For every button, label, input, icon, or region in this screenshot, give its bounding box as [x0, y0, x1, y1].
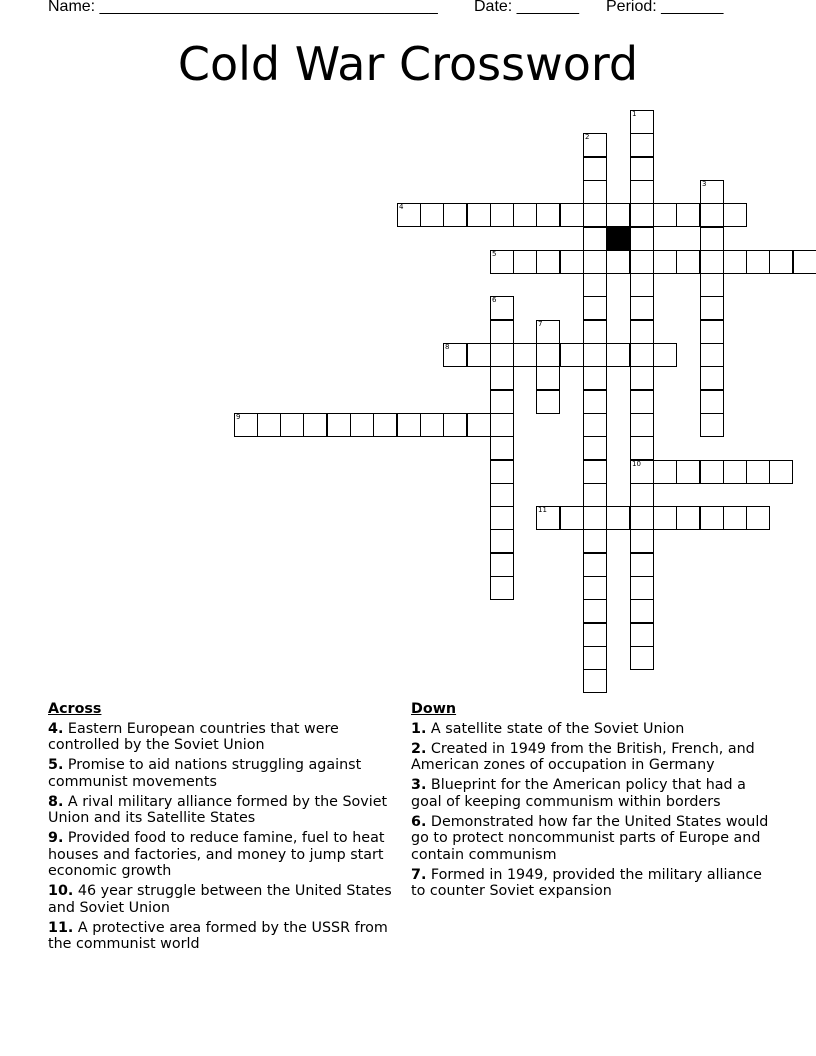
grid-cell[interactable]: [327, 413, 351, 437]
grid-cell[interactable]: [630, 203, 654, 227]
grid-cell[interactable]: [350, 413, 374, 437]
grid-cell[interactable]: [490, 343, 514, 367]
grid-cell[interactable]: [280, 413, 304, 437]
clue-text: A satellite state of the Soviet Union: [426, 720, 685, 737]
clue-number: 8.: [48, 793, 64, 810]
period-blank: _______: [661, 0, 724, 15]
grid-cell[interactable]: [490, 436, 514, 460]
grid-cell[interactable]: [583, 227, 607, 251]
cell-number: 5: [492, 250, 497, 258]
cell-number: 7: [538, 320, 543, 328]
clue-number: 6.: [411, 813, 427, 830]
grid-cell[interactable]: [630, 599, 654, 623]
grid-cell[interactable]: [630, 296, 654, 320]
down-clue: [411, 867, 771, 900]
grid-cell[interactable]: [630, 576, 654, 600]
grid-cell[interactable]: [490, 296, 514, 320]
grid-cell[interactable]: [583, 366, 607, 390]
grid-cell[interactable]: [606, 506, 630, 530]
grid-cell[interactable]: [630, 110, 654, 134]
grid-cell[interactable]: [583, 599, 607, 623]
down-clues: [411, 701, 771, 903]
down-clue: [411, 814, 771, 864]
grid-cell[interactable]: [490, 460, 514, 484]
grid-cell[interactable]: [630, 436, 654, 460]
grid-cell[interactable]: [630, 250, 654, 274]
clue-text: Promise to aid nations struggling against communist movements: [48, 757, 362, 790]
grid-cell[interactable]: [583, 623, 607, 647]
clue-text: A rival military alliance formed by the Soviet Union and its Satellite States: [48, 793, 388, 826]
date-blank: _______: [516, 0, 579, 15]
grid-cell[interactable]: [653, 250, 677, 274]
clue-number: 3.: [411, 777, 427, 793]
clue-number: 2.: [411, 740, 427, 757]
grid-cell[interactable]: [630, 506, 654, 530]
clue-number: 7.: [411, 866, 427, 883]
grid-cell[interactable]: [397, 413, 421, 437]
across-clues: [48, 701, 408, 956]
grid-cell[interactable]: [490, 390, 514, 414]
grid-cell[interactable]: [630, 157, 654, 181]
grid-cell[interactable]: [583, 203, 607, 227]
grid-cell[interactable]: [583, 413, 607, 437]
grid-cell[interactable]: [536, 506, 560, 530]
name-label: Name:: [48, 0, 96, 15]
cell-number: 11: [538, 506, 547, 514]
grid-cell[interactable]: [583, 133, 607, 157]
grid-cell[interactable]: [536, 366, 560, 390]
across-clue: [48, 794, 408, 827]
grid-cell[interactable]: [583, 157, 607, 181]
grid-cell[interactable]: [583, 250, 607, 274]
page-title: Cold War Crossword: [177, 37, 639, 91]
grid-cell[interactable]: [443, 203, 467, 227]
grid-cell[interactable]: [536, 203, 560, 227]
grid-cell[interactable]: [630, 390, 654, 414]
grid-cell[interactable]: [536, 390, 560, 414]
clue-number: 9.: [48, 830, 64, 846]
cell-number: 6: [492, 296, 497, 304]
grid-cell[interactable]: [723, 203, 747, 227]
clue-number: 4.: [48, 720, 64, 737]
grid-cell[interactable]: [536, 250, 560, 274]
cell-number: 1: [632, 110, 637, 118]
grid-cell[interactable]: [653, 506, 677, 530]
down-clue: [411, 741, 771, 774]
grid-cell[interactable]: [700, 180, 724, 204]
grid-cell[interactable]: [397, 203, 421, 227]
grid-cell[interactable]: [490, 553, 514, 577]
grid-cell[interactable]: [583, 343, 607, 367]
cell-number: 2: [585, 133, 590, 141]
grid-cell[interactable]: [746, 250, 770, 274]
grid-cell[interactable]: [630, 320, 654, 344]
clue-text: Eastern European countries that were controlled by the Soviet Union: [48, 720, 339, 753]
grid-cell[interactable]: [653, 460, 677, 484]
grid-cell[interactable]: [467, 203, 491, 227]
grid-cell[interactable]: [490, 203, 514, 227]
grid-cell[interactable]: [700, 506, 724, 530]
grid-cell[interactable]: [769, 250, 793, 274]
down-clue: [411, 721, 771, 738]
grid-cell[interactable]: [490, 576, 514, 600]
grid-cell[interactable]: [700, 273, 724, 297]
grid-cell[interactable]: [653, 343, 677, 367]
grid-cell[interactable]: [583, 646, 607, 670]
grid-cell[interactable]: [793, 250, 816, 274]
grid-cell[interactable]: [630, 553, 654, 577]
grid-cell[interactable]: [630, 133, 654, 157]
grid-cell[interactable]: [723, 460, 747, 484]
cell-number: 9: [236, 413, 241, 421]
grid-cell[interactable]: [700, 320, 724, 344]
grid-cell[interactable]: [513, 343, 537, 367]
grid-cell[interactable]: [606, 250, 630, 274]
grid-cell[interactable]: [653, 203, 677, 227]
grid-cell[interactable]: [746, 460, 770, 484]
grid-cell[interactable]: [583, 506, 607, 530]
cell-number: 3: [702, 180, 707, 188]
grid-cell[interactable]: [630, 623, 654, 647]
grid-cell[interactable]: [700, 413, 724, 437]
grid-cell[interactable]: [560, 506, 584, 530]
cell-number: 4: [399, 203, 404, 211]
grid-cell[interactable]: [490, 250, 514, 274]
grid-cell[interactable]: [700, 227, 724, 251]
grid-cell[interactable]: [700, 250, 724, 274]
grid-cell[interactable]: [676, 460, 700, 484]
grid-cell[interactable]: [536, 343, 560, 367]
grid-cell[interactable]: [583, 529, 607, 553]
grid-cell[interactable]: [630, 180, 654, 204]
grid-cell[interactable]: [723, 506, 747, 530]
grid-cell[interactable]: [700, 366, 724, 390]
grid-cell[interactable]: [234, 413, 258, 437]
across-clue: [48, 721, 408, 754]
clue-number: 5.: [48, 757, 64, 773]
date-label: Date:: [474, 0, 513, 15]
grid-cell[interactable]: [490, 413, 514, 437]
clue-text: Demonstrated how far the United States would go to protect noncommunist parts of Europe and contain communism: [411, 813, 769, 863]
grid-cell[interactable]: [583, 436, 607, 460]
grid-cell[interactable]: [630, 227, 654, 251]
grid-cell[interactable]: [560, 343, 584, 367]
grid-cell[interactable]: [583, 483, 607, 507]
grid-cell[interactable]: [700, 296, 724, 320]
grid-cell[interactable]: [630, 273, 654, 297]
grid-cell[interactable]: [583, 296, 607, 320]
grid-cell[interactable]: [630, 343, 654, 367]
grid-cell[interactable]: [606, 343, 630, 367]
grid-cell[interactable]: [700, 203, 724, 227]
period-label: Period:: [606, 0, 657, 15]
grid-cell[interactable]: [490, 483, 514, 507]
grid-cell[interactable]: [513, 203, 537, 227]
grid-cell[interactable]: [606, 203, 630, 227]
cell-number: 8: [445, 343, 450, 351]
grid-cell[interactable]: [630, 646, 654, 670]
name-blank: ______________________________________: [99, 0, 438, 15]
grid-cell[interactable]: [513, 250, 537, 274]
grid-cell[interactable]: [467, 343, 491, 367]
clue-number: 10.: [48, 883, 74, 899]
grid-cell[interactable]: [490, 529, 514, 553]
across-clue: [48, 883, 408, 916]
grid-cell[interactable]: [583, 390, 607, 414]
grid-cell[interactable]: [583, 273, 607, 297]
grid-cell[interactable]: [583, 553, 607, 577]
clue-number: 1.: [411, 720, 427, 737]
grid-cell[interactable]: [630, 413, 654, 437]
grid-cell[interactable]: [303, 413, 327, 437]
grid-cell[interactable]: [769, 460, 793, 484]
clue-text: A protective area formed by the USSR from the communist world: [48, 919, 388, 952]
grid-cell[interactable]: [583, 180, 607, 204]
grid-cell[interactable]: [676, 506, 700, 530]
grid-cell[interactable]: [746, 506, 770, 530]
grid-cell[interactable]: [536, 320, 560, 344]
across-heading: Across: [48, 701, 102, 717]
grid-cell[interactable]: [443, 343, 467, 367]
clue-text: 46 year struggle between the United States and Soviet Union: [48, 883, 392, 916]
grid-cell[interactable]: [630, 483, 654, 507]
down-clue: [411, 777, 771, 810]
grid-cell[interactable]: [630, 366, 654, 390]
grid-cell[interactable]: [490, 366, 514, 390]
grid-cell[interactable]: [723, 250, 747, 274]
down-heading: Down: [411, 701, 457, 717]
grid-cell[interactable]: [700, 343, 724, 367]
clue-text: Blueprint for the American policy that had a goal of keeping communism within borders: [411, 777, 746, 810]
grid-cell[interactable]: [676, 250, 700, 274]
across-clue: [48, 920, 408, 953]
grid-cell[interactable]: [560, 250, 584, 274]
clue-text: Created in 1949 from the British, French, and American zones of occupation in Germany: [411, 740, 755, 773]
cell-number: 10: [632, 460, 641, 468]
grid-cell[interactable]: [560, 203, 584, 227]
grid-cell[interactable]: [467, 413, 491, 437]
clue-text: Formed in 1949, provided the military alliance to counter Soviet expansion: [411, 866, 762, 899]
across-clue: [48, 757, 408, 790]
clue-text: Provided food to reduce famine, fuel to heat houses and factories, and money to jump start economic growth: [48, 830, 385, 879]
grid-cell[interactable]: [676, 203, 700, 227]
grid-cell[interactable]: [630, 529, 654, 553]
grid-cell[interactable]: [630, 460, 654, 484]
grid-cell[interactable]: [490, 320, 514, 344]
grid-cell[interactable]: [700, 460, 724, 484]
grid-cell[interactable]: [583, 576, 607, 600]
grid-cell[interactable]: [583, 669, 607, 693]
grid-cell[interactable]: [700, 390, 724, 414]
grid-cell[interactable]: [257, 413, 281, 437]
black-cell: [606, 227, 630, 251]
grid-cell[interactable]: [490, 506, 514, 530]
clue-number: 11.: [48, 919, 74, 936]
grid-cell[interactable]: [443, 413, 467, 437]
grid-cell[interactable]: [420, 203, 444, 227]
grid-cell[interactable]: [420, 413, 444, 437]
grid-cell[interactable]: [373, 413, 397, 437]
across-clue: [48, 830, 408, 880]
grid-cell[interactable]: [583, 320, 607, 344]
grid-cell[interactable]: [583, 460, 607, 484]
